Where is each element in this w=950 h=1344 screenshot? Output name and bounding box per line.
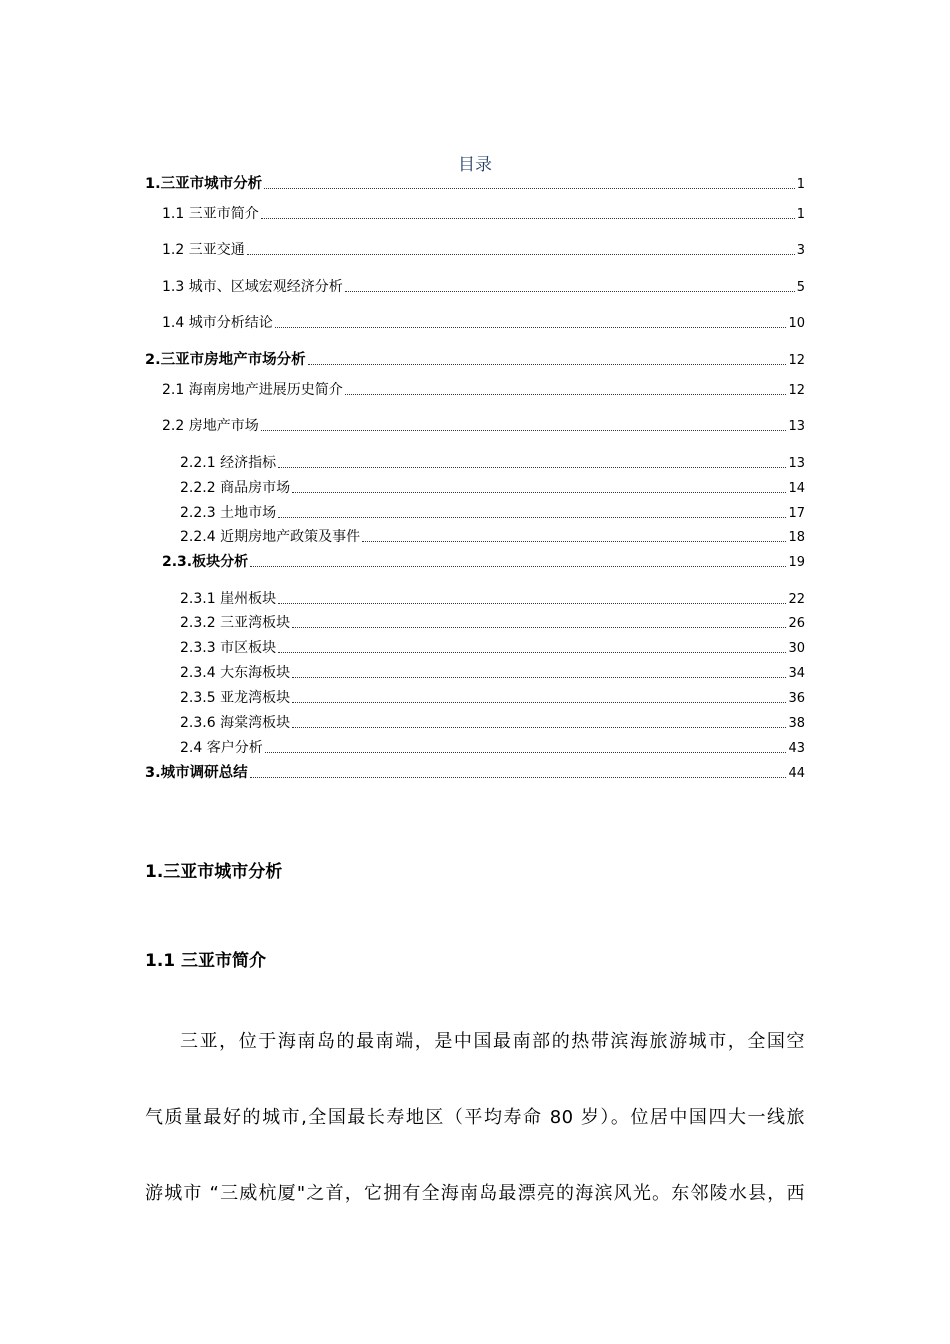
toc-leader-dots [247,253,795,255]
toc-entry[interactable] [180,480,805,497]
toc-leader-dots [292,726,786,728]
toc-entry[interactable] [180,529,805,546]
toc-entry-page: 12 [788,353,805,368]
toc-entry[interactable] [162,554,805,571]
toc-entry-label: 1.1 三亚市简介 [162,206,259,222]
toc-entry-label: 2.2.1 经济指标 [180,455,277,471]
toc-title: 目录 [458,155,492,175]
toc-entry-label: 2.三亚市房地产市场分析 [145,352,306,368]
toc-leader-dots [261,429,787,431]
toc-entry-label: 2.3.4 大东海板块 [180,665,291,681]
toc-entry[interactable] [180,740,805,757]
toc-entry-label: 3.城市调研总结 [145,765,248,781]
toc-leader-dots [278,466,786,468]
toc-entry-page: 1 [796,177,805,192]
toc-leader-dots [292,626,786,628]
toc-entry-label: 2.3.3 市区板块 [180,640,277,656]
toc-leader-dots [292,676,786,678]
toc-entry-label: 2.3.板块分析 [162,554,249,570]
toc-entry-label: 2.2.4 近期房地产政策及事件 [180,529,361,545]
toc-leader-dots [261,217,795,219]
toc-entry-page: 38 [788,716,805,731]
toc-entry-label: 2.2 房地产市场 [162,418,259,434]
toc-entry[interactable] [180,715,805,732]
toc-entry-page: 30 [788,641,805,656]
toc-entry[interactable] [162,418,805,435]
toc-leader-dots [250,565,786,567]
toc-leader-dots [292,491,786,493]
toc-entry-page: 14 [788,481,805,496]
toc-entry-label: 2.3.2 三亚湾板块 [180,615,291,631]
toc-leader-dots [308,363,787,365]
toc-entry[interactable] [162,242,805,259]
toc-entry-label: 2.3.6 海棠湾板块 [180,715,291,731]
toc-leader-dots [265,751,787,753]
toc-entry-label: 1.4 城市分析结论 [162,315,273,331]
toc-leader-dots [292,701,786,703]
toc-entry-page: 18 [788,530,805,545]
toc-entry-page: 13 [788,419,805,434]
toc-entry[interactable] [180,591,805,608]
toc-leader-dots [345,290,795,292]
toc-entry[interactable] [180,690,805,707]
toc-entry-label: 2.1 海南房地产进展历史简介 [162,382,343,398]
toc-entry-label: 2.3.5 亚龙湾板块 [180,690,291,706]
toc-entry-page: 34 [788,666,805,681]
toc-entry-page: 44 [788,766,805,781]
toc-entry[interactable] [145,352,805,369]
toc-entry-label: 2.2.3 土地市场 [180,505,277,521]
paragraph-line: 气质量最好的城市,全国最长寿地区（平均寿命 80 岁）。位居中国四大一线旅 [145,1107,805,1128]
toc-entry[interactable] [180,640,805,657]
toc-entry-page: 13 [788,456,805,471]
toc-entry-page: 1 [796,207,805,222]
toc-entry-label: 2.3.1 崖州板块 [180,591,277,607]
toc-entry-page: 26 [788,616,805,631]
toc-entry[interactable] [145,765,805,782]
toc-leader-dots [278,602,786,604]
toc-leader-dots [250,776,787,778]
toc-entry-page: 43 [788,741,805,756]
toc-entry-page: 12 [788,383,805,398]
toc-entry[interactable] [180,665,805,682]
toc-entry-page: 19 [788,555,805,570]
toc-entry[interactable] [162,315,805,332]
toc-leader-dots [264,187,795,189]
toc-entry[interactable] [180,615,805,632]
toc-entry-page: 3 [796,243,805,258]
toc-entry[interactable] [162,206,805,223]
toc-entry-label: 1.三亚市城市分析 [145,176,263,192]
toc-entry[interactable] [180,455,805,472]
toc-leader-dots [345,393,787,395]
toc-entry[interactable] [162,382,805,399]
toc-leader-dots [278,651,786,653]
toc-leader-dots [278,516,786,518]
toc-entry-label: 1.2 三亚交通 [162,242,245,258]
toc-leader-dots [275,326,787,328]
toc-entry-label: 1.3 城市、区域宏观经济分析 [162,279,343,295]
toc-entry-page: 5 [796,280,805,295]
toc-entry-page: 36 [788,691,805,706]
paragraph-line: 三亚，位于海南岛的最南端，是中国最南部的热带滨海旅游城市，全国空 [180,1031,805,1052]
toc-entry[interactable] [180,505,805,522]
toc-entry-label: 2.4 客户分析 [180,740,263,756]
toc-entry[interactable] [145,176,805,193]
toc-entry-page: 10 [788,316,805,331]
paragraph-line: 游城市 “三威杭厦"之首，它拥有全海南岛最漂亮的海滨风光。东邻陵水县，西 [145,1183,805,1204]
toc-entry-page: 22 [788,592,805,607]
section-heading: 1.三亚市城市分析 [145,862,283,882]
toc-entry-label: 2.2.2 商品房市场 [180,480,291,496]
toc-leader-dots [362,540,786,542]
toc-entry[interactable] [162,279,805,296]
toc-entry-page: 17 [788,506,805,521]
subsection-heading: 1.1 三亚市简介 [145,951,267,971]
